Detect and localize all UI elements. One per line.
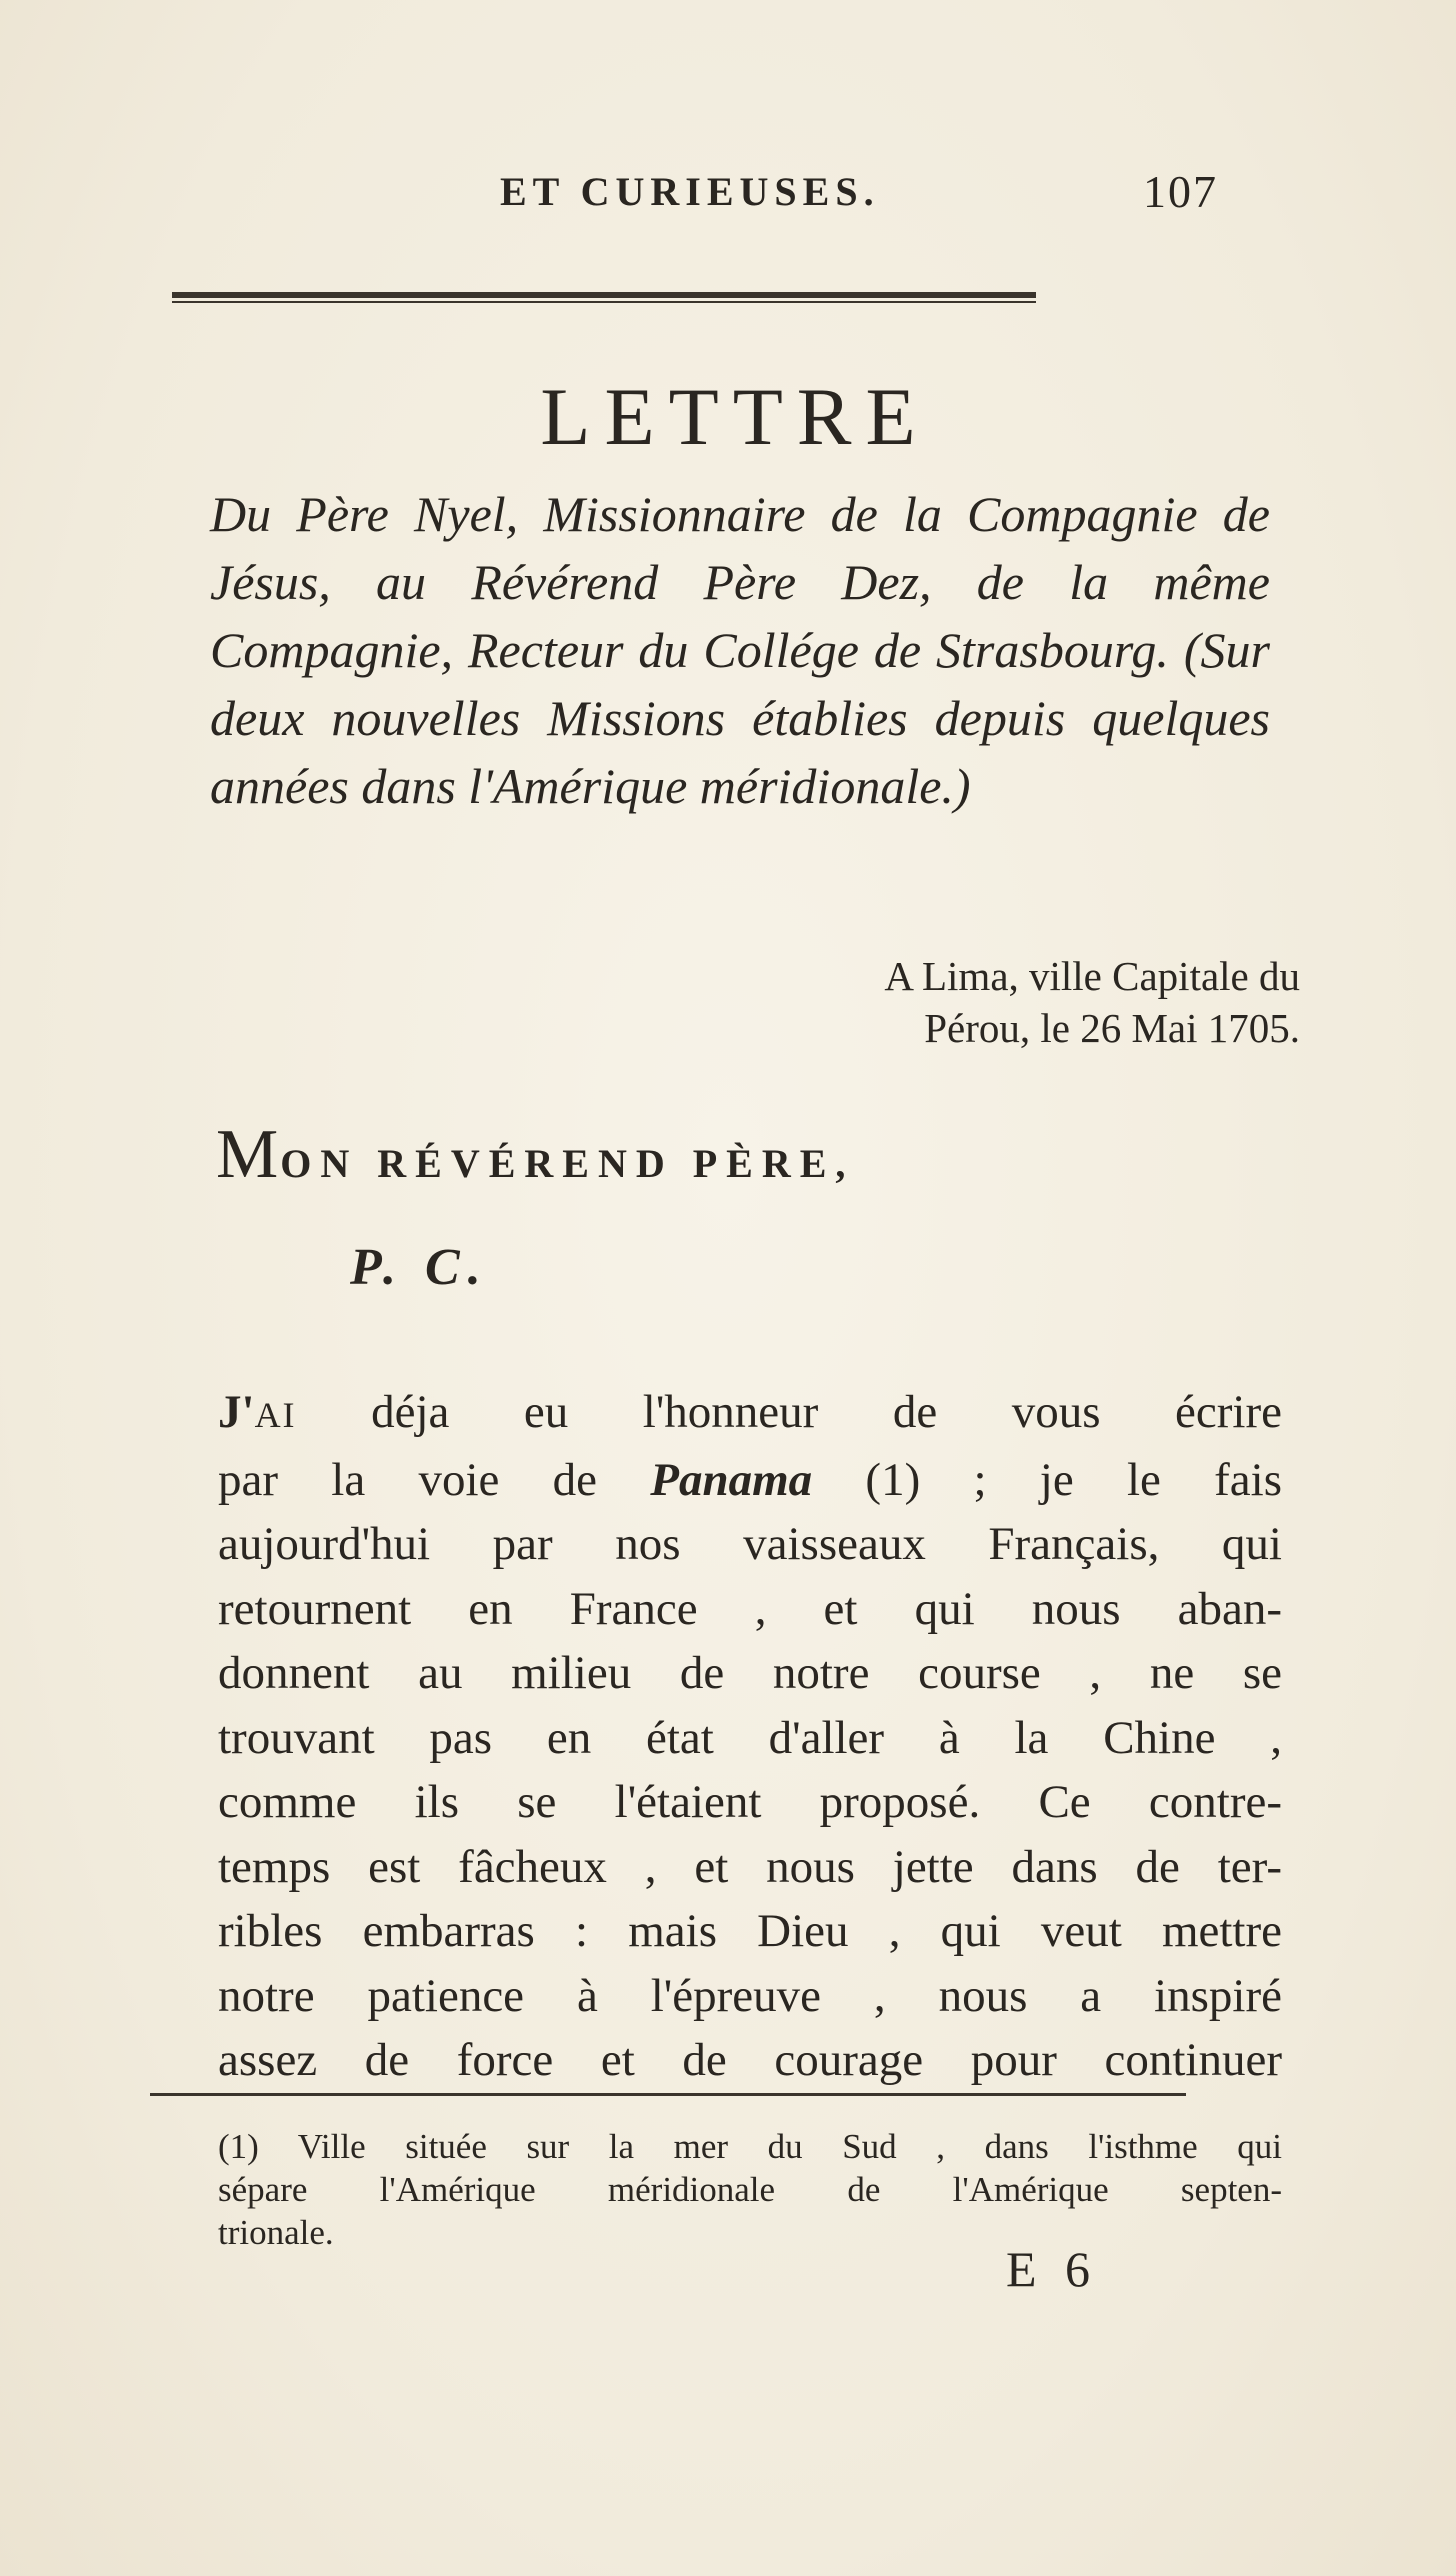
footnote-rule [150, 2093, 1186, 2096]
body-line [218, 1380, 1282, 1448]
body-line: aujourd'hui par nos vaisseaux Français, qui [218, 1518, 1282, 1570]
footnote-line-1: (1) Ville située sur la mer du Sud , dans l'isthme qui [218, 2127, 1282, 2166]
body-line: trouvant pas en état d'aller à la Chine , [218, 1711, 1282, 1764]
body-line: comme ils se l'étaient proposé. Ce contre- [218, 1776, 1282, 1828]
body-line: assez de force et de courage pour continuer [218, 2034, 1282, 2086]
letter-title: LETTRE [540, 371, 930, 462]
drop-initial: J' [218, 1386, 255, 1438]
body-line: retournent en France , et qui nous aban- [218, 1582, 1282, 1635]
body-line-2-pre: par la voie de [218, 1453, 651, 1506]
salutation [216, 1115, 854, 1195]
body-line-2-post: (1) ; je le fais [812, 1453, 1282, 1506]
footnote-line-3: trionale. [218, 2213, 334, 2252]
letter-body [218, 1380, 1282, 2093]
header-rule [172, 292, 1036, 303]
body-line: notre patience à l'épreuve , nous a inspiré [218, 1969, 1282, 2022]
page-number: 107 [1143, 166, 1218, 217]
body-line-1-rest: déja eu l'honneur de vous écrire [296, 1386, 1282, 1438]
panama-emphasis: Panama [650, 1453, 813, 1506]
body-line: ribles embarras : mais Dieu , qui veut mettre [218, 1905, 1282, 1957]
salutation-rest: ON RÉVÉREND PÈRE, [280, 1141, 855, 1186]
gathering-signature: E 6 [1006, 2241, 1099, 2297]
body-line [218, 1448, 1282, 1513]
dateline-line-1: A Lima, ville Capitale du [884, 953, 1300, 999]
dateline [680, 950, 1300, 1054]
footnote-line-2: sépare l'Amérique méridionale de l'Amérique septen- [218, 2170, 1282, 2209]
letter-subtitle: Du Père Nyel, Missionnaire de la Compagnie de Jésus, au Révérend Père Dez, de la même Compagnie, Recteur du Collége de Strasbourg. (Sur deux nouvelles Missions établies depuis quelques années dans l'Amérique méridionale.) [210, 486, 1270, 814]
running-head: ET CURIEUSES. [500, 169, 880, 214]
dateline-line-2: Pérou, le 26 Mai 1705. [924, 1005, 1300, 1051]
pax-christi: P. C. [350, 1239, 489, 1296]
footnote [218, 2125, 1282, 2254]
body-line: donnent au milieu de notre course , ne se [218, 1647, 1282, 1699]
body-line: temps est fâcheux , et nous jette dans de ter- [218, 1840, 1282, 1893]
salutation-initial: M [216, 1116, 281, 1193]
drop-caps: AI [254, 1395, 297, 1435]
